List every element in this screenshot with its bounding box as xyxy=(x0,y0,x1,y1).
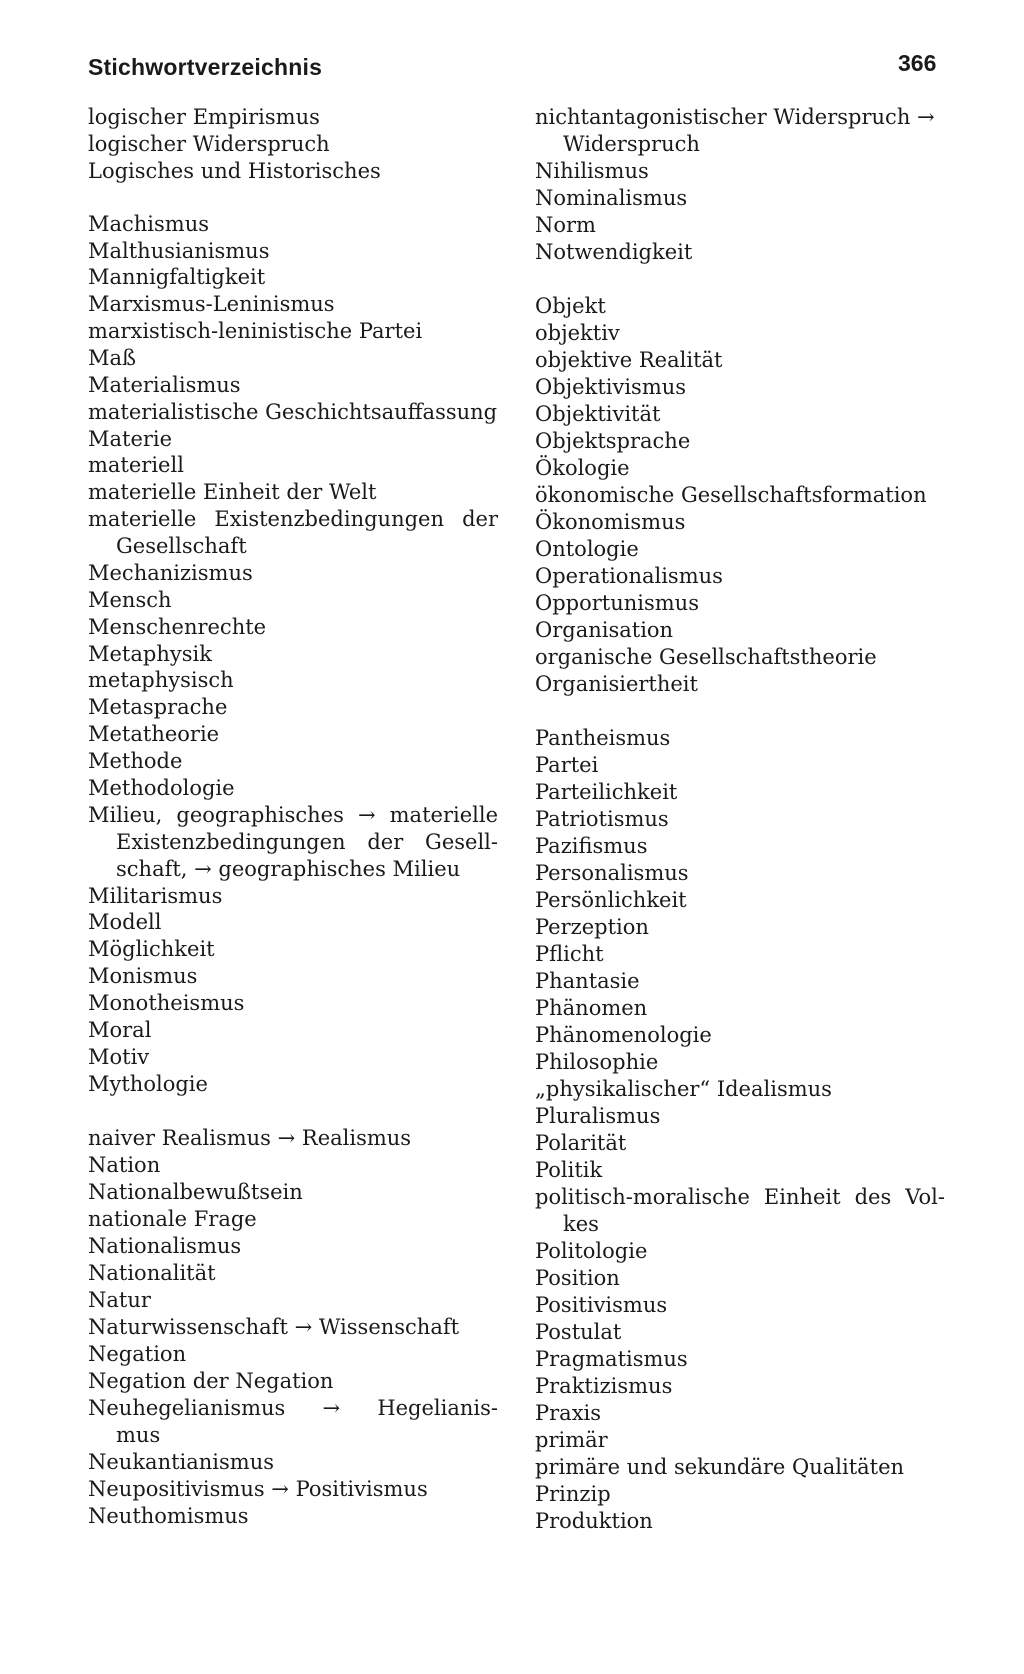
index-entry: Nationalität xyxy=(88,1261,216,1285)
index-entry: Negation der Negation xyxy=(88,1369,334,1393)
index-entry: Pflicht xyxy=(535,942,604,966)
index-entry: Pluralismus xyxy=(535,1104,661,1128)
index-entry: Negation xyxy=(88,1342,187,1366)
index-entry: Moral xyxy=(88,1018,152,1042)
index-entry: Partei xyxy=(535,753,599,777)
index-entry: Objektivität xyxy=(535,402,661,426)
index-entry: Perzeption xyxy=(535,915,649,939)
index-entry: materialistische Geschichtsauffassung xyxy=(88,400,498,424)
index-entry: Neuhegelianismus → Hegelianis- xyxy=(88,1396,498,1420)
index-entry: Nation xyxy=(88,1153,161,1177)
index-entry: Nihilismus xyxy=(535,159,649,183)
index-entry: nichtantagonistischer Widerspruch → xyxy=(535,105,935,129)
index-entry: Monotheismus xyxy=(88,991,245,1015)
index-entry: Pantheismus xyxy=(535,726,671,750)
index-entry: Nationalbewußtsein xyxy=(88,1180,303,1204)
index-entry-continuation: Widerspruch xyxy=(563,132,700,156)
index-entry: Phantasie xyxy=(535,969,640,993)
index-entry-continuation: Gesellschaft xyxy=(116,534,247,558)
index-entry: Modell xyxy=(88,910,162,934)
index-entry: Methodologie xyxy=(88,776,235,800)
index-entry: Parteilichkeit xyxy=(535,780,678,804)
index-entry: Phänomenologie xyxy=(535,1023,712,1047)
index-entry: Materie xyxy=(88,427,173,451)
index-entry: naiver Realismus → Realismus xyxy=(88,1126,412,1150)
index-entry: materiell xyxy=(88,453,184,477)
index-entry: Norm xyxy=(535,213,596,237)
index-entry: Möglichkeit xyxy=(88,937,215,961)
index-entry: Machismus xyxy=(88,212,210,236)
index-entry: „physikalischer“ Idealismus xyxy=(535,1077,832,1101)
index-entry: Naturwissenschaft → Wissenschaft xyxy=(88,1315,460,1339)
index-entry-continuation: schaft, → geographisches Milieu xyxy=(116,857,461,881)
index-entry: Malthusianismus xyxy=(88,239,270,263)
index-entry: primär xyxy=(535,1428,608,1452)
index-entry: Notwendigkeit xyxy=(535,240,693,264)
index-entry: Mannigfaltigkeit xyxy=(88,265,266,289)
index-entry: Logisches und Historisches xyxy=(88,159,381,183)
index-entry: Ontologie xyxy=(535,537,639,561)
page-number: 366 xyxy=(898,50,937,76)
index-entry: Metasprache xyxy=(88,695,228,719)
index-entry: Politik xyxy=(535,1158,603,1182)
index-entry: Persönlichkeit xyxy=(535,888,687,912)
index-entry: Personalismus xyxy=(535,861,689,885)
index-entry-continuation: Existenzbedingungen der Gesell- xyxy=(116,830,498,854)
index-entry-continuation: mus xyxy=(116,1423,161,1447)
index-entry: Postulat xyxy=(535,1320,622,1344)
index-entry-continuation: kes xyxy=(563,1212,599,1236)
index-entry: objektive Realität xyxy=(535,348,723,372)
index-entry: Nominalismus xyxy=(535,186,688,210)
index-entry: Mythologie xyxy=(88,1072,208,1096)
index-entry: Militarismus xyxy=(88,884,223,908)
index-entry: Nationalismus xyxy=(88,1234,242,1258)
index-entry: Patriotismus xyxy=(535,807,669,831)
index-entry: Objekt xyxy=(535,294,606,318)
index-entry: Neupositivismus → Positivismus xyxy=(88,1477,428,1501)
index-entry: Ökologie xyxy=(535,456,630,480)
index-entry: Praxis xyxy=(535,1401,602,1425)
index-entry: materielle Existenzbedingungen der xyxy=(88,507,498,531)
index-entry: politisch-moralische Einheit des Vol- xyxy=(535,1185,945,1209)
index-entry: Philosophie xyxy=(535,1050,659,1074)
index-entry: Objektivismus xyxy=(535,375,687,399)
index-entry: Marxismus-Leninismus xyxy=(88,292,335,316)
index-entry: Produktion xyxy=(535,1509,653,1533)
index-entry: ökonomische Gesellschaftsformation xyxy=(535,483,927,507)
index-entry: Opportunismus xyxy=(535,591,699,615)
index-entry: logischer Widerspruch xyxy=(88,132,330,156)
index-entry: Motiv xyxy=(88,1045,150,1069)
index-entry: Neukantianismus xyxy=(88,1450,275,1474)
index-entry: primäre und sekundäre Qualitäten xyxy=(535,1455,905,1479)
index-entry: Metaphysik xyxy=(88,642,212,666)
index-entry: Neuthomismus xyxy=(88,1504,249,1528)
index-entry: Ökonomismus xyxy=(535,510,686,534)
index-entry: Menschenrechte xyxy=(88,615,267,639)
index-entry: logischer Empirismus xyxy=(88,105,320,129)
index-entry: marxistisch-leninistische Partei xyxy=(88,319,423,343)
index-entry: Polarität xyxy=(535,1131,627,1155)
index-entry: Pazifismus xyxy=(535,834,648,858)
index-entry: Position xyxy=(535,1266,620,1290)
index-entry: Operationalismus xyxy=(535,564,723,588)
index-entry: Monismus xyxy=(88,964,198,988)
page-title: Stichwortverzeichnis xyxy=(88,54,323,80)
index-entry: Natur xyxy=(88,1288,151,1312)
index-entry: Pragmatismus xyxy=(535,1347,688,1371)
index-entry: organische Gesellschaftstheorie xyxy=(535,645,877,669)
index-entry: Politologie xyxy=(535,1239,648,1263)
index-entry: Methode xyxy=(88,749,183,773)
index-entry: Positivismus xyxy=(535,1293,668,1317)
index-entry: Objektsprache xyxy=(535,429,691,453)
index-entry: Prinzip xyxy=(535,1482,611,1506)
index-entry: Maß xyxy=(88,346,137,370)
index-entry: Milieu, geographisches → materielle xyxy=(88,803,498,827)
index-entry: metaphysisch xyxy=(88,668,234,692)
index-entry: Materialismus xyxy=(88,373,241,397)
index-entry: Metatheorie xyxy=(88,722,220,746)
index-entry: Praktizismus xyxy=(535,1374,673,1398)
index-entry: Phänomen xyxy=(535,996,648,1020)
index-entry: Organisiertheit xyxy=(535,672,698,696)
index-entry: Organisation xyxy=(535,618,674,642)
index-entry: Mensch xyxy=(88,588,172,612)
index-entry: objektiv xyxy=(535,321,620,345)
index-entry: Mechanizismus xyxy=(88,561,253,585)
index-entry: materielle Einheit der Welt xyxy=(88,480,377,504)
index-entry: nationale Frage xyxy=(88,1207,257,1231)
